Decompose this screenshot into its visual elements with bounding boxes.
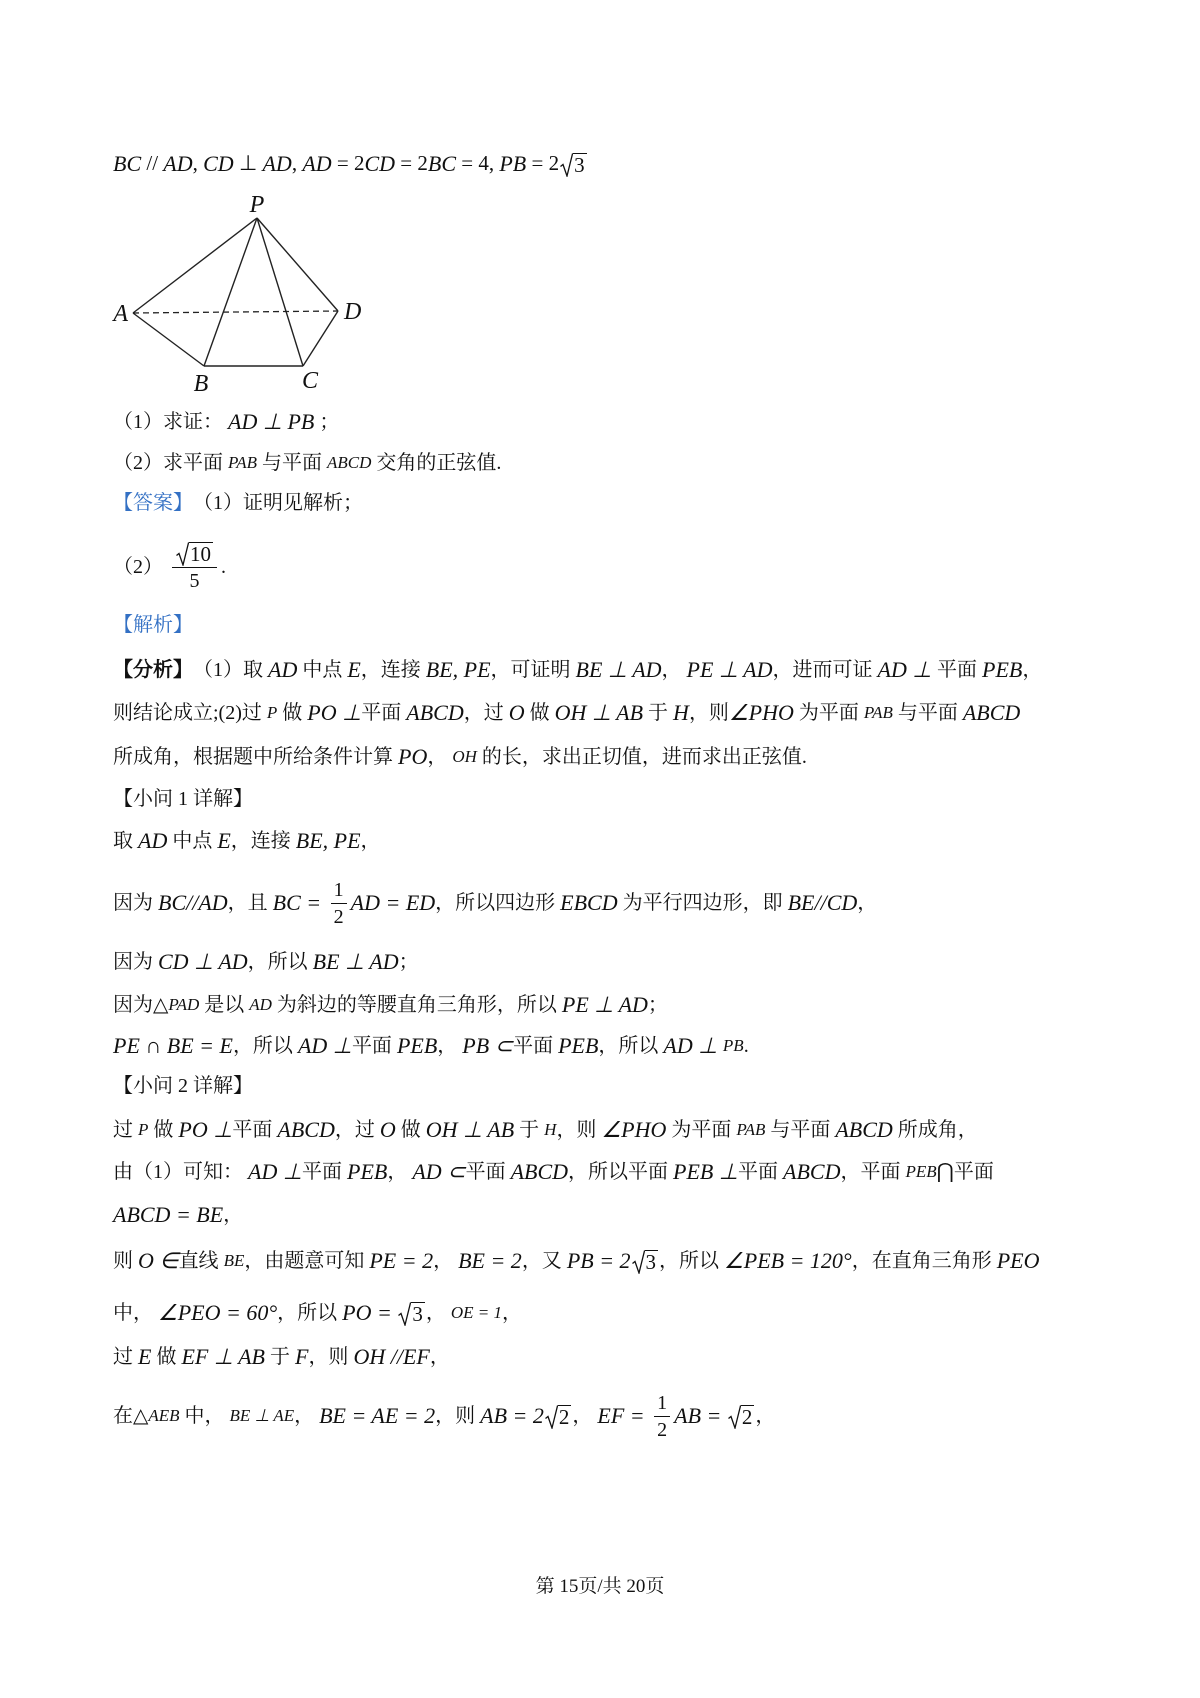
math-expr: AD ⊥ <box>663 1032 723 1058</box>
text-run: 中点 <box>167 830 218 852</box>
text-run: 于 <box>514 1119 545 1141</box>
text-run: ，所以 <box>659 1250 725 1272</box>
text-run: ，连接 <box>230 830 296 852</box>
text-run: 则 <box>113 1250 138 1272</box>
text-run: 中， <box>113 1302 158 1324</box>
math-expr: AD ⊥ <box>877 656 938 682</box>
sqrt-expr <box>545 1404 572 1429</box>
text-run: 做 <box>148 1119 179 1141</box>
text-run: ， <box>294 1405 320 1427</box>
math-expr: PEO <box>996 1247 1040 1273</box>
text-run: ， <box>429 1346 450 1368</box>
math-expr: PEB ⊥ <box>673 1158 739 1184</box>
text-run: 中点 <box>297 659 348 681</box>
text-run: ，进而可证 <box>772 659 878 681</box>
text-run: ，所以 <box>277 1302 343 1324</box>
math-expr: BE ⊥ AD <box>575 656 662 682</box>
text-run: 平面 <box>361 702 407 724</box>
text-run: （1）求证： <box>113 411 228 433</box>
math-expr-small: ABCD <box>326 452 372 472</box>
math-expr: CD <box>203 150 234 176</box>
part-1-step <box>113 875 877 931</box>
radicand: 2 <box>741 1404 753 1429</box>
text-run: ， <box>223 1204 244 1226</box>
text-run: ，连接 <box>360 659 426 681</box>
math-symbol: , <box>291 151 303 176</box>
math-expr: BE//CD <box>787 889 858 915</box>
text-run: 为平面 <box>793 702 864 724</box>
math-expr: PE ⊥ AD <box>686 656 773 682</box>
numerator <box>172 541 217 568</box>
text-run: 平面 <box>953 1161 994 1183</box>
math-expr: AD ⊂ <box>412 1158 466 1184</box>
fraction <box>172 541 217 593</box>
sqrt-expr <box>632 1249 659 1274</box>
text-run: ， <box>433 1250 459 1272</box>
text-run: ，过 <box>334 1119 380 1141</box>
text-run: 平面 <box>232 1119 278 1141</box>
text-run: （1）证明见解析； <box>193 492 363 514</box>
math-symbol: , <box>192 151 204 176</box>
part-2-step <box>113 1388 775 1444</box>
text-run: 【小问 1 详解】 <box>113 788 253 810</box>
text-run: 平面 <box>738 1161 784 1183</box>
analysis-summary-line <box>113 655 1042 685</box>
text-run: ； <box>647 994 668 1016</box>
text-run: 于 <box>264 1346 295 1368</box>
question-2 <box>113 448 501 478</box>
text-run: 所成角，根据题中所给条件计算 <box>113 746 398 768</box>
math-expr: BE = AE = 2 <box>319 1402 436 1428</box>
text-run: ， <box>387 1161 413 1183</box>
math-expr: PEB <box>982 656 1023 682</box>
math-expr: ∠PEO = 60° <box>158 1299 278 1325</box>
fraction <box>331 878 347 929</box>
radical-sign <box>632 1249 645 1274</box>
analysis-summary-line <box>113 698 1020 728</box>
math-expr: E <box>217 827 231 853</box>
radicand: 3 <box>574 152 585 177</box>
part-1-step <box>113 990 668 1020</box>
math-expr: F <box>294 1343 309 1369</box>
part-2-heading <box>113 1071 253 1101</box>
text-run: 过 <box>113 1346 138 1368</box>
math-expr-small: AD <box>249 994 272 1014</box>
text-run: ，所以 <box>598 1035 664 1057</box>
edge-CD <box>303 311 338 366</box>
math-expr-small: P <box>138 1119 149 1139</box>
text-run: 平面 <box>351 1035 397 1057</box>
math-expr: ∠PHO <box>601 1116 667 1142</box>
text-run: ， <box>755 1405 776 1427</box>
math-expr: PO = <box>342 1299 398 1325</box>
text-run: 是以 <box>199 994 250 1016</box>
math-symbol: = 4, <box>456 151 500 176</box>
math-expr: H <box>673 699 689 725</box>
math-expr: OH //EF <box>353 1343 430 1369</box>
math-expr: AD ⊥ <box>297 1032 352 1058</box>
pyramid-figure <box>0 0 420 400</box>
text-run: ，所以平面 <box>568 1161 674 1183</box>
text-run: 所成角， <box>892 1119 978 1141</box>
math-expr: O ∈ <box>138 1247 179 1273</box>
text-run: ，平面 <box>840 1161 906 1183</box>
radical-sign <box>560 152 573 177</box>
vertex-label-C: C <box>301 368 319 394</box>
part-2-step <box>113 1298 522 1328</box>
math-expr: BE = 2 <box>458 1247 522 1273</box>
radicand: 3 <box>645 1249 657 1274</box>
edge-PB <box>204 218 257 366</box>
math-symbol: // <box>141 151 164 176</box>
math-expr: PO ⊥ <box>307 699 362 725</box>
part-1-step <box>113 1031 749 1061</box>
math-expr: AD <box>163 150 193 176</box>
text-run: ，又 <box>521 1250 567 1272</box>
text-run: 做 <box>151 1346 182 1368</box>
part-2-step <box>113 1200 243 1230</box>
edge-PC <box>257 218 303 366</box>
math-expr: BE ⊥ AD <box>312 948 399 974</box>
text-run: ， <box>572 1405 598 1427</box>
text-run: ， <box>437 1035 463 1057</box>
math-expr: AD ⊥ <box>248 1158 302 1184</box>
radicand: 3 <box>412 1301 423 1326</box>
math-expr-small: PAB <box>228 452 257 472</box>
text-run: ，则 <box>556 1119 602 1141</box>
math-expr: BC//AD <box>158 889 228 915</box>
text-run: 做 <box>395 1119 426 1141</box>
text-run: 因为 <box>113 951 158 973</box>
text-run: 平面 <box>937 659 983 681</box>
math-expr: EF ⊥ AB <box>181 1343 265 1369</box>
text-run: 平面 <box>302 1161 347 1183</box>
math-expr: BC <box>113 150 142 176</box>
math-expr: ABCD <box>835 1116 893 1142</box>
math-expr: PEB <box>396 1032 438 1058</box>
text-run: ，可证明 <box>490 659 576 681</box>
text-run: ， <box>425 1302 451 1324</box>
vertex-label-B: B <box>193 371 209 397</box>
math-expr-small: AEB <box>148 1405 180 1425</box>
text-run: 因为 <box>113 892 158 914</box>
math-expr: ABCD <box>962 699 1021 725</box>
radical-sign <box>398 1301 411 1326</box>
math-expr: ABCD <box>406 699 464 725</box>
math-expr: E <box>138 1343 152 1369</box>
part-2-step <box>113 1157 994 1187</box>
text-run: 为平面 <box>666 1119 737 1141</box>
text-run: 为平行四边形，即 <box>617 892 788 914</box>
math-expr: OH ⊥ AB <box>554 699 644 725</box>
part-2-step <box>113 1246 1040 1276</box>
math-expr: O <box>508 699 525 725</box>
math-expr: CD ⊥ AD <box>158 948 248 974</box>
math-expr: PB = 2 <box>566 1247 631 1273</box>
text-run: . <box>743 1035 749 1057</box>
math-expr: PB <box>499 150 527 176</box>
math-expr: PE = 2 <box>369 1247 434 1273</box>
math-symbol: = 2 <box>331 151 365 176</box>
vertex-label-D: D <box>344 299 362 325</box>
section-label: 【答案】 <box>113 492 193 514</box>
text-run: 则结论成立;(2)过 <box>113 702 267 724</box>
text-run: ，所以 <box>232 1035 298 1057</box>
math-expr-small: PAB <box>736 1119 766 1139</box>
text-run: 与平面 <box>765 1119 836 1141</box>
text-run: ， <box>1022 659 1043 681</box>
math-expr: AB = 2 <box>480 1402 544 1428</box>
text-run: 平面 <box>465 1161 511 1183</box>
math-expr: EF = <box>597 1402 651 1428</box>
text-run: ，则 <box>435 1405 481 1427</box>
text-run: ， <box>661 659 687 681</box>
section-label: 【解析】 <box>113 614 193 636</box>
denominator: 5 <box>189 570 200 592</box>
math-expr: AD <box>262 150 292 176</box>
math-expr: ∠PHO <box>728 699 794 725</box>
math-expr-small: PB <box>722 1035 744 1055</box>
question-1 <box>113 407 339 437</box>
text-run: ， <box>501 1302 522 1324</box>
math-expr: BE, PE <box>295 827 361 853</box>
text-run: 过 <box>113 1119 138 1141</box>
text-run: . <box>221 556 226 578</box>
text-run: 于 <box>643 702 674 724</box>
math-expr: ABCD <box>510 1158 569 1184</box>
math-expr: E <box>347 656 361 682</box>
math-expr: PE ∩ BE = E <box>113 1032 233 1058</box>
sqrt-expr <box>176 541 213 566</box>
edge-PA <box>133 218 257 313</box>
text-run: 为斜边的等腰直角三角形，所以 <box>271 994 562 1016</box>
numerator: 1 <box>654 1391 670 1417</box>
math-expr-small: BE <box>223 1250 245 1270</box>
text-run: （2） <box>113 556 168 578</box>
math-expr: PE ⊥ AD <box>561 991 648 1017</box>
analysis-heading <box>113 610 193 640</box>
text-run: ，则 <box>688 702 729 724</box>
text-run: ，由题意可知 <box>244 1250 370 1272</box>
numerator: 1 <box>331 878 347 904</box>
math-expr: ABCD = BE <box>113 1201 224 1227</box>
vertex-label-P: P <box>249 192 265 218</box>
math-expr: CD <box>364 150 396 176</box>
text-run: ，且 <box>227 892 273 914</box>
text-run: 与平面 <box>892 702 963 724</box>
math-expr: ABCD <box>783 1158 841 1184</box>
answer-part-2 <box>113 539 226 595</box>
math-expr-small: PAD <box>168 994 200 1014</box>
edge-AD-dashed <box>133 311 338 313</box>
text-run: 做 <box>277 702 308 724</box>
math-expr: BC = <box>272 889 327 915</box>
math-expr-small: H <box>544 1119 557 1139</box>
text-run: 在△ <box>113 1405 149 1427</box>
math-expr: BE, PE <box>425 656 491 682</box>
vertex-label-A: A <box>113 301 128 327</box>
math-expr-small: P <box>266 702 278 722</box>
math-expr: AB = <box>674 1402 727 1428</box>
text-run: 做 <box>524 702 555 724</box>
text-run: ； <box>398 951 419 973</box>
math-expr: AD = ED <box>350 889 436 915</box>
text-run: ，则 <box>308 1346 354 1368</box>
text-run: ，所以四边形 <box>435 892 561 914</box>
math-expr: PO <box>398 743 428 769</box>
part-1-heading <box>113 784 253 814</box>
math-expr: AD <box>138 827 168 853</box>
text-run: 取 <box>113 830 138 852</box>
math-symbol: = 2 <box>526 151 560 176</box>
denominator: 2 <box>333 905 344 928</box>
edge-PD <box>257 218 338 311</box>
text-run: 【小问 2 详解】 <box>113 1075 253 1097</box>
math-expr: AD ⊥ PB <box>228 408 315 434</box>
radical-sign <box>728 1404 741 1429</box>
text-run: 的长，求出正切值，进而求出正弦值. <box>476 746 807 768</box>
text-run: ， <box>360 830 381 852</box>
part-2-step <box>113 1115 978 1145</box>
math-expr: AD <box>268 656 298 682</box>
math-expr: PB ⊂ <box>462 1032 514 1058</box>
math-symbol: ⊥ <box>233 151 263 176</box>
text-run: ，在直角三角形 <box>851 1250 997 1272</box>
part-2-step <box>113 1342 450 1372</box>
math-expr-small: PAB <box>863 702 893 722</box>
text-run: ， <box>427 746 453 768</box>
math-expr: BC <box>427 150 457 176</box>
math-expr: ∠PEB = 120° <box>724 1247 852 1273</box>
text-run: 交角的正弦值. <box>371 452 502 474</box>
math-expr: O <box>379 1116 396 1142</box>
page-footer: 第 15页/共 20页 <box>535 1576 665 1597</box>
sqrt-expr <box>560 152 587 177</box>
text-run: ，过 <box>463 702 509 724</box>
radicand: 10 <box>190 542 211 566</box>
section-label: 【分析】 <box>113 659 193 681</box>
denominator: 2 <box>657 1418 668 1441</box>
text-run: （1）取 <box>193 659 268 681</box>
text-run: ，所以 <box>247 951 313 973</box>
math-expr-small: PEB <box>905 1161 937 1181</box>
math-expr: PEB <box>347 1158 388 1184</box>
math-expr: PEB <box>558 1032 599 1058</box>
text-run: 因为△ <box>113 994 169 1016</box>
analysis-summary-line <box>113 742 807 772</box>
fraction <box>654 1391 670 1442</box>
answer-part-1 <box>113 488 363 518</box>
math-expr-small: OH <box>452 746 477 766</box>
text-run: 平面 <box>513 1035 559 1057</box>
text-run: ， <box>857 892 878 914</box>
radicand: 2 <box>558 1404 570 1429</box>
math-expr: PO ⊥ <box>178 1116 233 1142</box>
part-1-step <box>113 947 419 977</box>
part-1-step <box>113 826 381 856</box>
radical-sign <box>176 541 189 566</box>
text-run: 中， <box>179 1405 230 1427</box>
text-run: （2）求平面 <box>113 452 228 474</box>
math-expr-small: OE = 1 <box>450 1302 502 1322</box>
math-symbol: = 2 <box>395 151 428 176</box>
text-run: 由（1）可知： <box>113 1161 248 1183</box>
math-expr-small: BE ⊥ AE <box>229 1405 295 1425</box>
text-run: ； <box>314 411 340 433</box>
text-run: 直线 <box>178 1250 224 1272</box>
math-symbol: ⋂ <box>936 1159 954 1184</box>
math-expr: AD <box>302 150 332 176</box>
radical-sign <box>545 1404 558 1429</box>
math-expr: EBCD <box>560 889 618 915</box>
math-expr: OH ⊥ AB <box>425 1116 515 1142</box>
sqrt-expr <box>398 1301 425 1326</box>
edge-AB <box>133 313 204 366</box>
sqrt-expr <box>728 1404 755 1429</box>
text-run: 与平面 <box>256 452 327 474</box>
math-expr: ABCD <box>277 1116 335 1142</box>
